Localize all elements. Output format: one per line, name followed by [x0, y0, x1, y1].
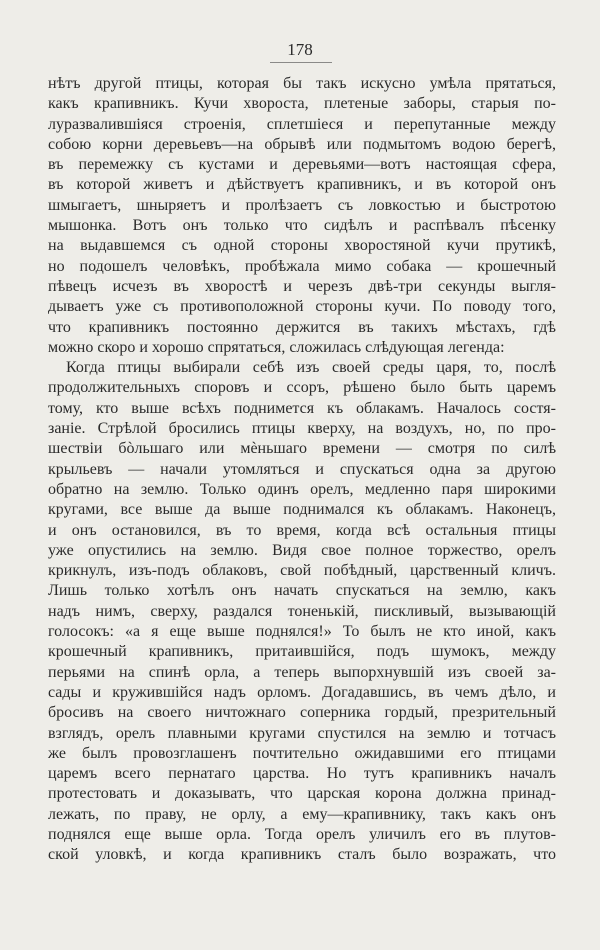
text-line: обратно на землю. Только одинъ орелъ, медленно паря широкими — [48, 480, 556, 498]
text-line: луразвалившіяся строенія, сплетшіеся и перепутанные между — [48, 115, 556, 133]
text-line: кругами, все выше да выше поднимался къ облакамъ. Наконецъ, — [48, 501, 556, 519]
text-line: протестовать и доказывать, что царская корона должна принад- — [48, 785, 556, 803]
text-line: продолжительныхъ споровъ и ссоръ, рѣшено было быть царемъ — [48, 379, 556, 397]
text-line: но подошелъ человѣкъ, пробѣжала мимо собака — крошечный — [48, 257, 556, 275]
text-line: же былъ провозглашенъ почтительно ожидавшими его птицами — [48, 744, 556, 762]
text-line: уже опустились на землю. Видя свое полное торжество, орелъ — [48, 541, 556, 559]
text-line: ской уловкѣ, и когда крапивникъ сталъ было возражать, что — [48, 846, 556, 864]
text-line: тому, кто выше всѣхъ поднимется къ облакамъ. Началось состя- — [48, 399, 556, 417]
text-line: крыльевъ — начали утомляться и спускаться одна за другою — [48, 460, 556, 478]
text-line: нѣтъ другой птицы, которая бы такъ искусно умѣла прятаться, — [48, 75, 556, 92]
text-line: бросивъ на своего ничтожнаго соперника гордый, презрительный — [48, 704, 556, 722]
page-body-text — [48, 74, 556, 866]
text-line: пѣвецъ исчезъ въ хворостѣ и черезъ двѣ-три секунды выгля- — [48, 277, 556, 295]
page-number: 178 — [287, 40, 313, 59]
text-line: собою корни деревьевъ—на обрывѣ или подмытомъ водою берегѣ, — [48, 135, 556, 153]
text-line: Лишь только хотѣлъ онъ начать спускаться на землю, какъ — [48, 582, 556, 600]
text-line: надъ нимъ, сверху, раздался тоненькій, пискливый, вызывающій — [48, 602, 556, 620]
text-line: лежать, по праву, не орлу, а ему—крапивнику, такъ какъ онъ — [48, 805, 556, 823]
text-line: какъ крапивникъ. Кучи хвороста, плетеные заборы, старыя по- — [48, 95, 556, 113]
text-line: Когда птицы выбирали себѣ изъ своей среды царя, то, послѣ — [66, 359, 556, 377]
text-line: шмыгаетъ, шныряетъ и пролѣзаетъ съ ловкостью и быстротою — [48, 196, 556, 214]
text-line: въ перемежку съ кустами и деревьями—вотъ настоящая сфера, — [48, 156, 556, 174]
text-line: заніе. Стрѣлой бросились птицы кверху, на воздухъ, но, по про- — [48, 420, 556, 438]
text-line: крикнулъ, изъ-подъ облаковъ, свой побѣдный, царственный кличъ. — [48, 562, 556, 580]
text-line: голосокъ: «а я еще выше поднялся!» То былъ не кто иной, какъ — [48, 623, 556, 641]
text-line: мышонка. Вотъ онъ только что сидѣлъ и распѣвалъ пѣсенку — [48, 217, 556, 235]
text-line: дываетъ уже съ противоположной стороны кучи. По поводу того, — [48, 298, 556, 316]
text-line: взглядъ, орелъ плавными кругами спустился на землю и тотчасъ — [48, 724, 556, 742]
text-line: и онъ остановился, въ то время, когда всѣ остальныя птицы — [48, 521, 556, 539]
text-line: сады и кружившійся надъ орломъ. Догадавшись, въ чемъ дѣло, и — [48, 683, 556, 701]
page-number-rule — [270, 62, 332, 63]
text-line: шествіи бòльшаго или мѐньшаго времени — смотря по силѣ — [48, 440, 556, 458]
text-line: перьями на спинѣ орла, а теперь выпорхнувшій изъ своей за- — [48, 663, 556, 681]
text-line: можно скоро и хорошо спрятаться, сложилась слѣдующая легенда: — [48, 338, 505, 356]
text-line: крошечный крапивникъ, притаившійся, подъ шумокъ, между — [48, 643, 556, 661]
text-line: поднялся еще выше орла. Тогда орелъ уличилъ его въ плутов- — [48, 825, 556, 843]
text-line: царемъ всего пернатаго царства. Но тутъ крапивникъ началъ — [48, 765, 556, 783]
text-line: что крапивникъ постоянно держится въ такихъ мѣстахъ, гдѣ — [48, 318, 556, 336]
text-line: на выдавшемся съ одной стороны хворостяной кучи прутикѣ, — [48, 237, 556, 255]
text-line: въ которой живетъ и дѣйствуетъ крапивникъ, и въ которой онъ — [48, 176, 556, 194]
